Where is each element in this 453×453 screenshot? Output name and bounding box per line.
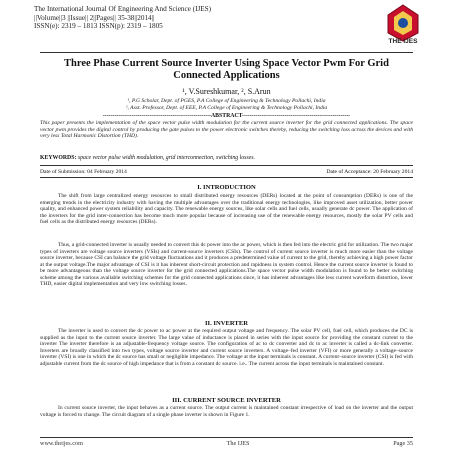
dates-top-divider [40, 165, 413, 166]
affiliation-1: ¹, P.G Scholar, Dept. of PGES, P.A College of Engineering & Technology Pollachi, India [127, 98, 326, 104]
paper-title: Three Phase Current Source Inverter Using Space Vector Pwm For Grid Connected Applications [64, 58, 389, 81]
author-affiliations [40, 98, 413, 112]
date-submission: Date of Submission: 04 February 2014 [40, 169, 127, 175]
page-footer [40, 440, 413, 447]
dates-bottom-divider [40, 177, 413, 178]
footer-page-number: Page 35 [393, 440, 413, 447]
journal-issn: ISSN(e): 2319 – 1813 ISSN(p): 2319 – 1805 [34, 22, 163, 31]
keywords [40, 155, 413, 161]
intro-paragraph-2: Thus, a grid-connected inverter is usually needed to convert this dc power into the ac power, which is then fed into the electric grid for utilization. The two major types of inverters are voltage source inverters (VSIs) and current-source inverters (CSIs). The control of current source inverter is much more easier than the voltage source inverter, because CSI can balance the grid voltage fluctuations and it produces a predetermined value of current to the grid, thereby achieving a high power factor at the output voltage.The major advantage of CSI is it has inherent short-circuit protection and rapidness in system control. Hence the current source inverter is found to be more advantageous than the voltage source inverter for the grid connected applications.The space vector pulse width modulation is found to be better switching scheme among the various available switching schemes for the grid connected applications since, it has inherent advantages like less current waveform distortion, lower THD, easier digital implementation and very low switching losses. [40, 242, 413, 288]
journal-volume: ||Volume||3 ||Issue|| 2||Pages|| 35-38||2014|| [34, 13, 155, 22]
header-divider [40, 52, 413, 53]
keywords-label: KEYWORDS: [40, 155, 77, 161]
keywords-text: space vector pulse width modulation, grid interconnection, switching losses. [76, 155, 255, 161]
paper-authors: ¹, V.Sureshkumar, ², S.Arun [182, 87, 271, 96]
journal-name: The International Journal Of Engineering And Science (IJES) [34, 5, 212, 13]
csi-paragraph-1: In current source inverter, the input behaves as a current source. The output current is maintained constant irrespective of load on the inverter and the output voltage is forced to change. The circuit diagram of a single phase inverter is shown in Figure 1. [40, 405, 413, 418]
footer-journal: The IJES [226, 440, 250, 447]
date-acceptance: Date of Acceptance: 20 February 2014 [326, 169, 413, 175]
intro-paragraph-1: The shift from large centralized energy resources to small distributed energy resources (DERs) located at the point of consumption (DERs) is one of the emerging trends in the electricity industry with having the multiple advantages over the traditional energy technologies, like improved asset utilization, better power quality, and enhanced power system reliability and capacity. The renewable energy sources, like solar cells and fuel cells, usually generate dc power. The application of the inverters for the grid inter-connection has become much more popular because of increasing use of the renewable energy resources, mostly the solar PV cells and fuel cells as the distributed energy resources (DERs). [40, 193, 413, 226]
footer-divider [40, 437, 413, 438]
dates-row [40, 169, 413, 175]
abstract-heading: --------------------------------------------------------ABSTRACT-------------------------------------------------------- [102, 113, 351, 119]
affiliation-2: ², Asst. Professor, Dept. of EEE, P.A College of Engineering & Technology Pollachi, India [125, 105, 328, 111]
section-heading-inverter: II. INVERTER [204, 320, 248, 327]
inverter-paragraph-1: The inverter is used to convert the dc power to ac power at the required output voltage and frequency. The solar PV cell, fuel cell, which produces the DC is supplied as the input to the current source inverter. The large value of inductance is placed in series with the input source for providing the constant current to the inverter The inverter therefore is an adjustable-frequency voltage source. The configuration of ac to dc converter and dc to ac inverter is called a dc-link converter. Inverters are broadly classified into two types, voltage source inverter and current source inverters. A voltage–fed inverter (VFI) or more generally a voltage–source inverter (VSI) is one in which the dc source has small or negligible impedance. The voltage at the input terminals is constant. A current–source inverter (CSI) is fed with adjustable current from the dc source of high impedance that is from a constant dc source. i.e.. The current across the input terminals is maintained constant. [40, 328, 413, 367]
abstract-body: This paper presents the implementation of the space vector pulse width modulation for the current source inverter for the grid connected applications. The space vector pwm provides the digital control by producing the gate pulses to the power electronic switches thereby, reducing the switching loss across the devices and with very less Total Harmonic Distortion (THD). [40, 120, 413, 140]
footer-website: www.theijes.com [40, 440, 83, 447]
section-heading-introduction: I. INTRODUCTION [197, 184, 256, 191]
ijes-logo-icon [384, 3, 422, 43]
section-heading-csi: III. CURRENT SOURCE INVERTER [172, 397, 281, 404]
journal-header [34, 5, 374, 31]
logo-text: THE IJES [388, 38, 418, 45]
